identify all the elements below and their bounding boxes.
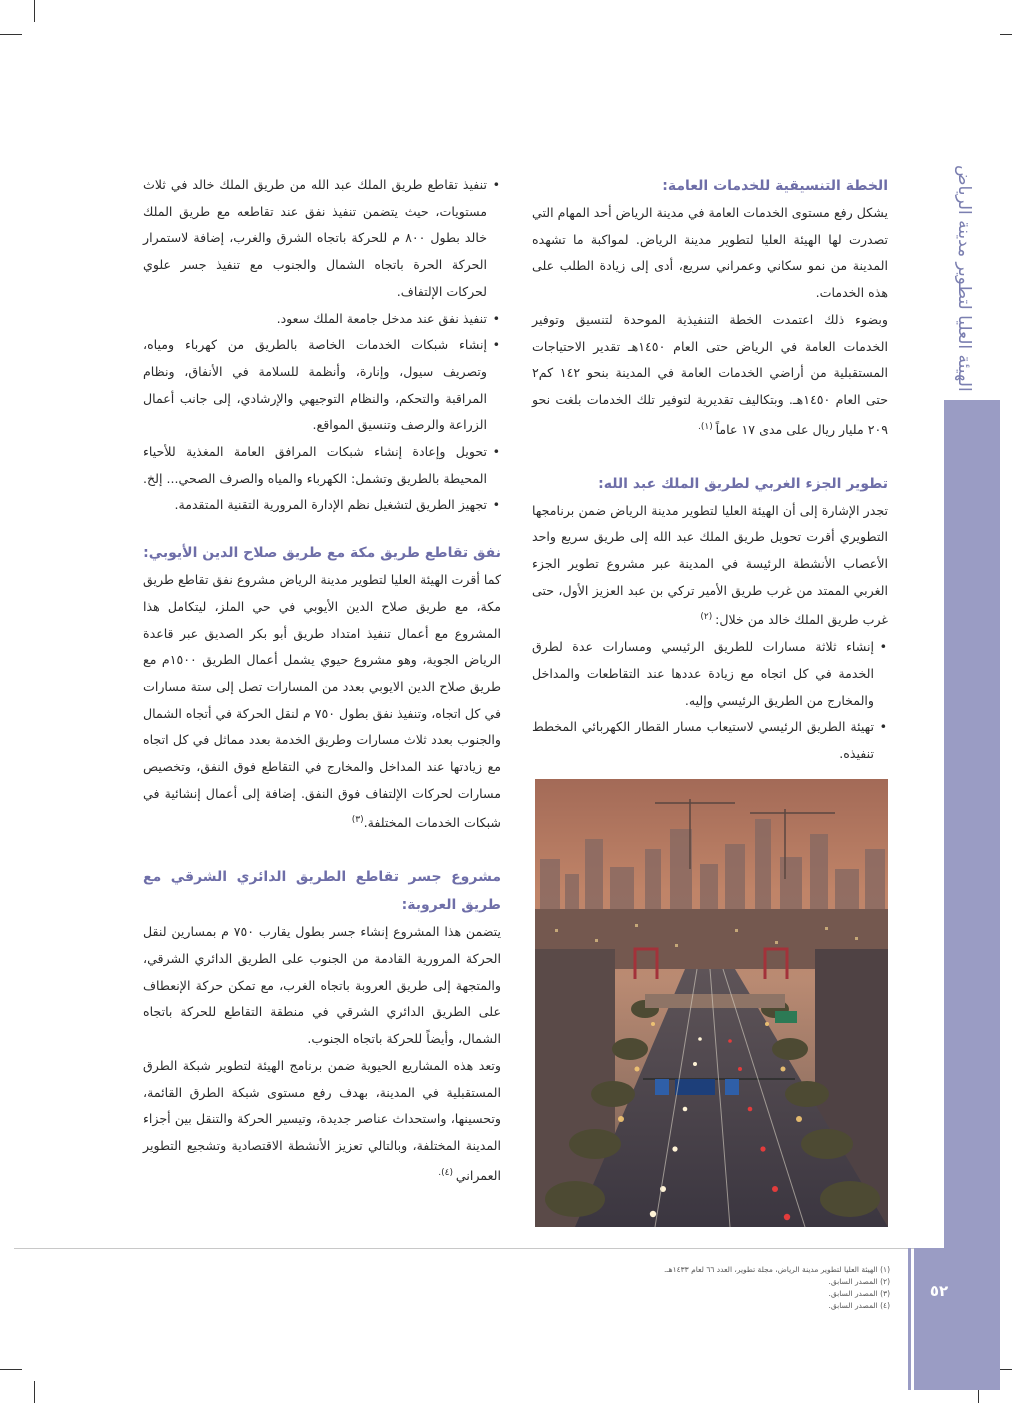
paragraph: كما أقرت الهيئة العليا لتطوير مدينة الرياض مشروع نفق تقاطع طريق مكة، مع طريق صلاح الدين الأيوبي في حي الملز، ليتكامل هذا المشروع مع أعمال تنفيذ امتداد طريق أبو بكر الصديق عبر قاعدة الرياض الجوية، وهو مشروع حيوي يشمل أعمال الطريق ١٥٠٠م مع طريق صلاح الدين الايوبي بعدد من المسارات تصل إلى ستة مسارات في كل اتجاه، وتنفيذ نفق بطول ٧٥٠ م لنقل الحركة في أتجاه الشمال والجنوب بعدد ثلاث مسارات وطريق الخدمة بعدد مماثل في كل اتجاه مع زيادتها عند المداخل والمخارج في التقاطع فوق النفق، وتخصيص مسارات لحركات الإلتفاف فوق النفق. إضافة إلى أعمال إنشائية في شبكات الخدمات المختلفة.$^{(٣)}$ xyxy=(143,572,501,831)
footnote: (٢) المصدر السابق. xyxy=(828,1277,890,1286)
crop-mark xyxy=(34,1381,35,1403)
paragraph: وبضوء ذلك اعتمدت الخطة التنفيذية الموحدة لتنسيق وتوفير الخدمات العامة في الرياض حتى العام ١٤٥٠هـ تقدير الاحتياجات المستقبلية من أراضي الخدمات العامة في المدينة بنحو ١٤٢ كم٢ حتى العام ١٤٥٠هـ. وبتكاليف تقديرية لتوفير تلك الخدمات بلغت نحو ٢٠٩ مليار ريال على مدى ١٧ عاماً $^{(١).}$ xyxy=(532,311,888,437)
footnote-ref: (٤). xyxy=(438,1167,456,1178)
list-item: • تهيئة الطريق الرئيسي لاستيعاب مسار القطار الكهربائي المخطط تنفيذه. xyxy=(532,714,874,767)
road-photo xyxy=(535,779,888,1227)
side-accent-band xyxy=(944,400,1000,1248)
running-title: الهيئة العليا لتطوير مدينة الرياض xyxy=(954,165,974,392)
footnote: (٤) المصدر السابق. xyxy=(828,1301,890,1310)
crop-mark xyxy=(0,1369,22,1370)
page-number-bar xyxy=(914,1248,1000,1390)
list-item: • إنشاء شبكات الخدمات الخاصة بالطريق من كهرباء ومياه، وتصريف سيول، وإنارة، وأنظمة للسلامة في الأنفاق، ونظام المراقبة والتحكم، والنظام التوجيهي والإرشادي، إلى جانب أعمال الزراعة والرصف وتنسيق المواقع. xyxy=(143,332,487,439)
paragraph: يشكل رفع مستوى الخدمات العامة في مدينة الرياض أحد المهام التي تصدرت لها الهيئة العليا لتطوير مدينة الرياض. لمواكبة ما تشهده المدينة من نمو سكاني وعمراني سريع، أدى إلى زيادة الطلب على هذه الخدمات. xyxy=(532,205,888,301)
footnote-ref: (٢) xyxy=(700,612,716,623)
list-item: • تنفيذ نفق عند مدخل جامعة الملك سعود. xyxy=(143,306,487,333)
list-item: • تجهيز الطريق لتشغيل نظم الإدارة المرورية التقنية المتقدمة. xyxy=(143,492,487,519)
crop-mark xyxy=(34,0,35,22)
list-item: • تنفيذ تقاطع طريق الملك عبد الله من طريق الملك خالد في ثلاث مستويات، حيث يتضمن تنفيذ نفق عند تقاطعه مع طريق الملك خالد بطول ٨٠٠ م للحركة باتجاه الشرق والغرب، إضافة لاستمرار الحركة الحرة باتجاه الشمال والجنوب مع تنفيذ جسر علوي لحركات الإلتفاف. xyxy=(143,172,487,306)
section-heading-makkah-tunnel: نفق تقاطع طريق مكة مع طريق صلاح الدين الأيوبي: xyxy=(143,545,501,562)
section-heading-public-services: الخطة التنسيقية للخدمات العامة: xyxy=(662,178,888,194)
crop-mark xyxy=(0,34,22,35)
paragraph: وتعد هذه المشاريع الحيوية ضمن برنامج الهيئة لتطوير شبكة الطرق المستقبلية في المدينة، بهدف رفع مستوى شبكة الطرق القائمة، وتحسينها، واستحداث عناصر جديدة، وتيسير الحركة والتنقل بين أجزاء المدينة المختلفة، وبالتالي تعزيز الأنشطة الاقتصادية وتشجيع التطوير العمراني $^{(٤).}$ xyxy=(143,1057,501,1183)
footnote: (١) الهيئة العليا لتطوير مدينة الرياض، مجلة تطوير، العدد ٦٦ لعام ١٤٣٣هـ. xyxy=(664,1265,890,1274)
section-heading-eastern-ring-bridge: مشروع جسر تقاطع الطريق الدائري الشرقي مع طريق العروبة: xyxy=(143,869,501,914)
list-item: • تحويل وإعادة إنشاء شبكات المرافق العامة المغذية للأحياء المحيطة بالطريق وتشمل: الكهرباء والمياه والصرف الصحي... إلخ. xyxy=(143,439,487,492)
page-number: ٥٢ xyxy=(929,1282,949,1300)
bullet-list xyxy=(532,634,888,768)
bullet-list xyxy=(143,172,501,519)
paragraph: تجدر الإشارة إلى أن الهيئة العليا لتطوير مدينة الرياض ضمن برنامجها التطويري أقرت تحويل طريق الملك عبد الله إلى طريق سريع واحد الأعصاب الأنشطة الرئيسة في المدينة عبر مشروع تطوير الجزء الغربي الممتد من غرب طريق الأمير تركي بن عبد العزيز الأول، حتى غرب طريق الملك خالد من خلال: $^{(٢)}$ xyxy=(532,502,888,628)
footnote-ref: (١). xyxy=(698,421,716,432)
right-column xyxy=(532,172,888,768)
left-column xyxy=(143,172,501,1190)
footnotes xyxy=(600,1264,890,1312)
footnote-ref: (٣) xyxy=(351,815,364,826)
footer-divider xyxy=(14,1248,914,1249)
section-heading-king-abdullah-road: تطوير الجزء الغربي لطريق الملك عبد الله: xyxy=(598,475,888,492)
list-item: • إنشاء ثلاثة مسارات للطريق الرئيسي ومسارات عدة لطرق الخدمة في كل اتجاه مع زيادة عددها عند التقاطعات والمداخل والمخارج من الطريق الرئيسي وإليه. xyxy=(532,634,874,714)
paragraph: يتضمن هذا المشروع إنشاء جسر بطول يقارب ٧٥٠ م بمسارين لنقل الحركة المرورية القادمة من الجنوب على الطريق الدائري الشرقي، والمتجهة إلى طريق العروبة باتجاه الغرب، مع تمكن حركة الإنعطاف على الطريق الدائري الشرقي في منطقة التقاطع للحركة باتجاه الشمال، وأيضاً للحركة باتجاه الجنوب. xyxy=(143,924,501,1047)
footnote: (٣) المصدر السابق. xyxy=(828,1289,890,1298)
